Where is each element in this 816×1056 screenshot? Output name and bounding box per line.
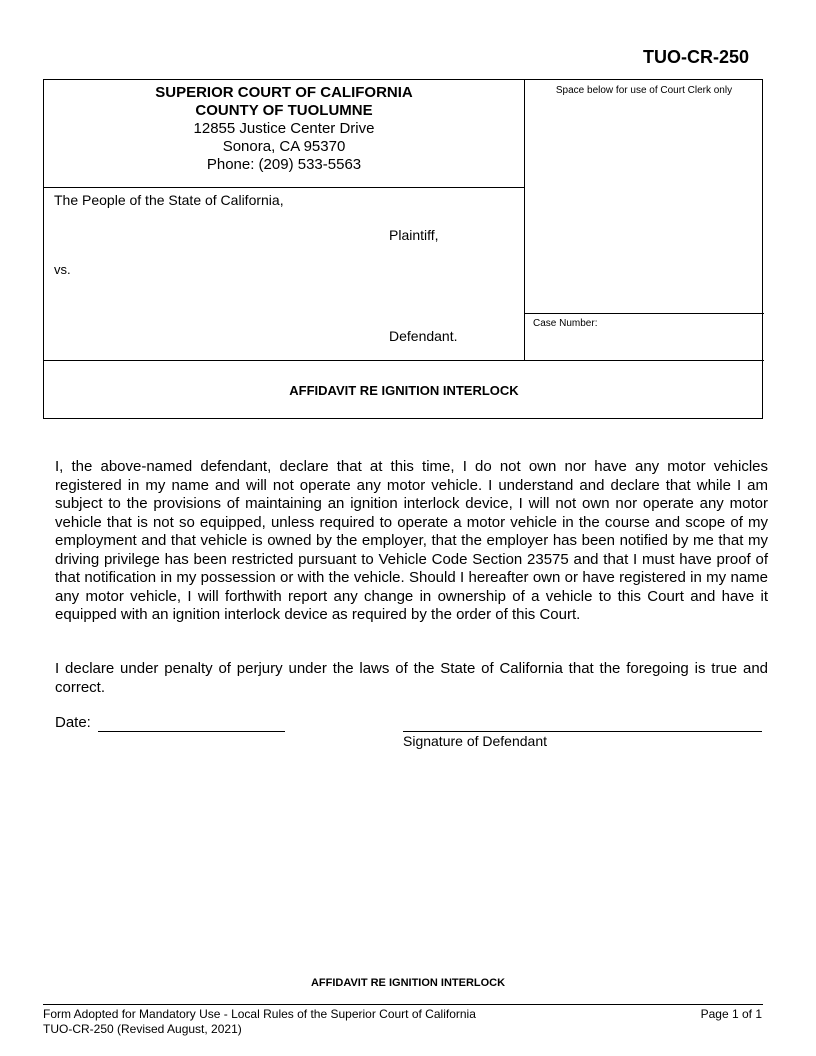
case-divider — [524, 313, 764, 314]
declaration-paragraph: I, the above-named defendant, declare that at this time, I do not own nor have any motor vehicles registered in my name and will not operate any motor vehicle. I understand and declare that while I am subject to the provisions of maintaining an ignition interlock device, I will not own nor operate any motor vehicle that is not so equipped, unless required to operate a motor vehicle in the course and scope of my employment and that vehicle is owned by the employer, that the employer has been notified by me that my driving privilege has been restricted pursuant to Vehicle Code Section 23575 and that I must have proof of that notification in my possession or with the vehicle. Should I hereafter own or have registered in my name any motor vehicle, I will forthwith report any change in ownership of a vehicle to this Court and have it equipped with an ignition interlock device as required by the order of this Court. — [55, 458, 768, 623]
defendant-label: Defendant. — [389, 328, 458, 344]
clerk-use-note: Space below for use of Court Clerk only — [555, 85, 733, 96]
court-phone: Phone: (209) 533-5563 — [206, 156, 362, 173]
date-field[interactable] — [98, 731, 285, 732]
form-id: TUO-CR-250 — [642, 47, 749, 67]
signature-field[interactable] — [403, 731, 762, 732]
footer-revision: TUO-CR-250 (Revised August, 2021) — [43, 1022, 242, 1036]
caption-table — [43, 79, 763, 419]
signature-label: Signature of Defendant — [403, 733, 547, 749]
footer-divider — [43, 1004, 763, 1005]
court-divider — [44, 187, 524, 188]
people-label: The People of the State of California, — [54, 192, 284, 208]
perjury-paragraph: I declare under penalty of perjury under the laws of the State of California that the foregoing is true and correct. — [55, 660, 768, 696]
vs-label: vs. — [54, 262, 71, 277]
court-city: Sonora, CA 95370 — [222, 138, 346, 155]
footer-title: AFFIDAVIT RE IGNITION INTERLOCK — [310, 977, 506, 989]
footer-page-number: Page 1 of 1 — [700, 1007, 762, 1021]
court-name: SUPERIOR COURT OF CALIFORNIA — [155, 84, 413, 101]
court-county: COUNTY OF TUOLUMNE — [195, 102, 373, 119]
court-header — [44, 84, 524, 174]
form-title: AFFIDAVIT RE IGNITION INTERLOCK — [289, 383, 519, 398]
date-label: Date: — [55, 714, 91, 731]
title-divider — [44, 360, 764, 361]
court-address: 12855 Justice Center Drive — [193, 120, 375, 137]
footer-adopted: Form Adopted for Mandatory Use - Local Rules of the Superior Court of California — [43, 1007, 476, 1021]
caption-divider-vertical — [524, 80, 525, 361]
plaintiff-label: Plaintiff, — [389, 227, 439, 243]
case-number-label: Case Number: — [533, 318, 598, 329]
